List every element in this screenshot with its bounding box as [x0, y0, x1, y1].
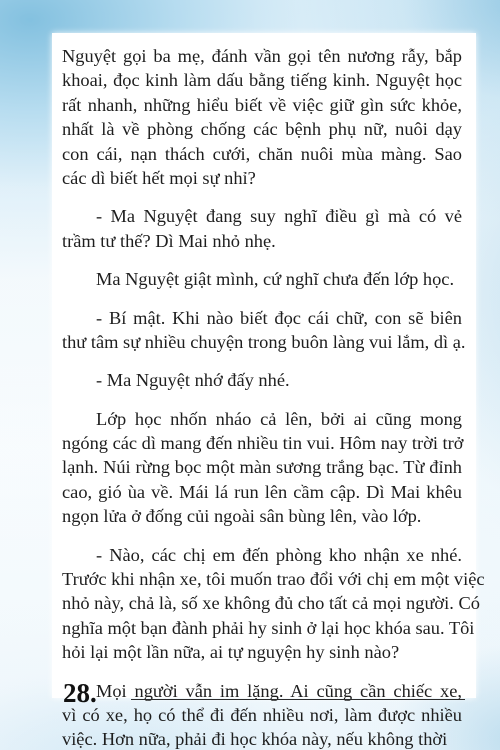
paragraph-gap: [62, 529, 462, 543]
text-line: - Bí mật. Khi nào biết đọc cái chữ, con sẽ biên: [96, 307, 462, 328]
text-line: Lớp học nhốn nháo cả lên, bởi ai cũng mong: [96, 408, 462, 429]
paragraph-gap: [62, 292, 462, 306]
text-line: Ma Nguyệt giật mình, cứ nghĩ chưa đến lớp học.: [96, 269, 455, 290]
text-line: hỏi lại một lần nữa, ai tự nguyện hy sinh nào?: [62, 642, 400, 663]
text-line: Trước khi nhận xe, tôi muốn trao đổi với chị em một việc: [62, 569, 485, 590]
text-line: ngóng các dì mang đến nhiều tin vui. Hôm nay trời trở: [62, 433, 464, 454]
paragraph: [62, 543, 485, 665]
paragraph: [62, 306, 466, 355]
text-line: cao, gió ùa về. Mái lá run lên cầm cập. Dì Mai khêu: [62, 481, 462, 502]
text-line: các dì biết hết mọi sự nhỉ?: [62, 167, 256, 188]
text-line: ngọn lửa ở đống củi ngoài sân bùng lên, vào lớp.: [62, 506, 422, 527]
text-line: nhỏ này, chả là, số xe không đủ cho tất cả mọi người. Có: [62, 593, 480, 614]
footer-rule: [131, 699, 465, 700]
paragraph-gap: [62, 190, 462, 204]
text-line: - Nào, các chị em đến phòng kho nhận xe nhé.: [96, 544, 462, 565]
paragraph: [62, 267, 462, 291]
text-line: Mọi người vẫn im lặng. Ai cũng cần chiếc xe,: [96, 680, 462, 701]
body-text: [62, 44, 485, 750]
paragraph: [62, 44, 462, 190]
paragraph: [62, 368, 462, 392]
text-line: trầm tư thế? Dì Mai nhỏ nhẹ.: [62, 230, 276, 251]
text-line: nhất là về phòng chống các bệnh phụ nữ, nuôi dạy: [62, 119, 462, 140]
text-line: - Ma Nguyệt nhớ đấy nhé.: [96, 370, 290, 391]
paragraph-gap: [62, 393, 462, 407]
text-line: thư tâm sự nhiều chuyện trong buôn làng vui lắm, dì ạ.: [62, 331, 466, 352]
text-line: - Ma Nguyệt đang suy nghĩ điều gì mà có vẻ: [96, 206, 462, 227]
paragraph-gap: [62, 253, 462, 267]
page-footer: [63, 676, 467, 710]
text-line: con cái, nạn thách cưới, chăn nuôi mùa màng. Sao: [62, 143, 462, 164]
text-line: vì có xe, họ có thể đi đến nhiều nơi, làm được nhiều: [62, 704, 462, 725]
text-line: khoai, đọc kinh làm dấu bằng tiếng kinh. Nguyệt học: [62, 70, 462, 91]
text-line: rất nhanh, những hiểu biết về việc giữ gìn sức khỏe,: [62, 94, 462, 115]
text-line: nghĩa một bạn đành phải hy sinh ở lại học khóa sau. Tôi: [62, 617, 475, 638]
text-line: việc. Hơn nữa, phải đi học khóa này, nếu không thời: [62, 729, 448, 750]
paragraph-gap: [62, 354, 462, 368]
paragraph: [62, 204, 462, 253]
text-line: lạnh. Núi rừng bọc một màn sương trắng bạc. Từ đỉnh: [62, 457, 462, 478]
page-number: 28.: [63, 678, 97, 708]
text-line: Nguyệt gọi ba mẹ, đánh vần gọi tên nương rẫy, bắp: [62, 46, 462, 66]
paragraph: [62, 407, 462, 529]
